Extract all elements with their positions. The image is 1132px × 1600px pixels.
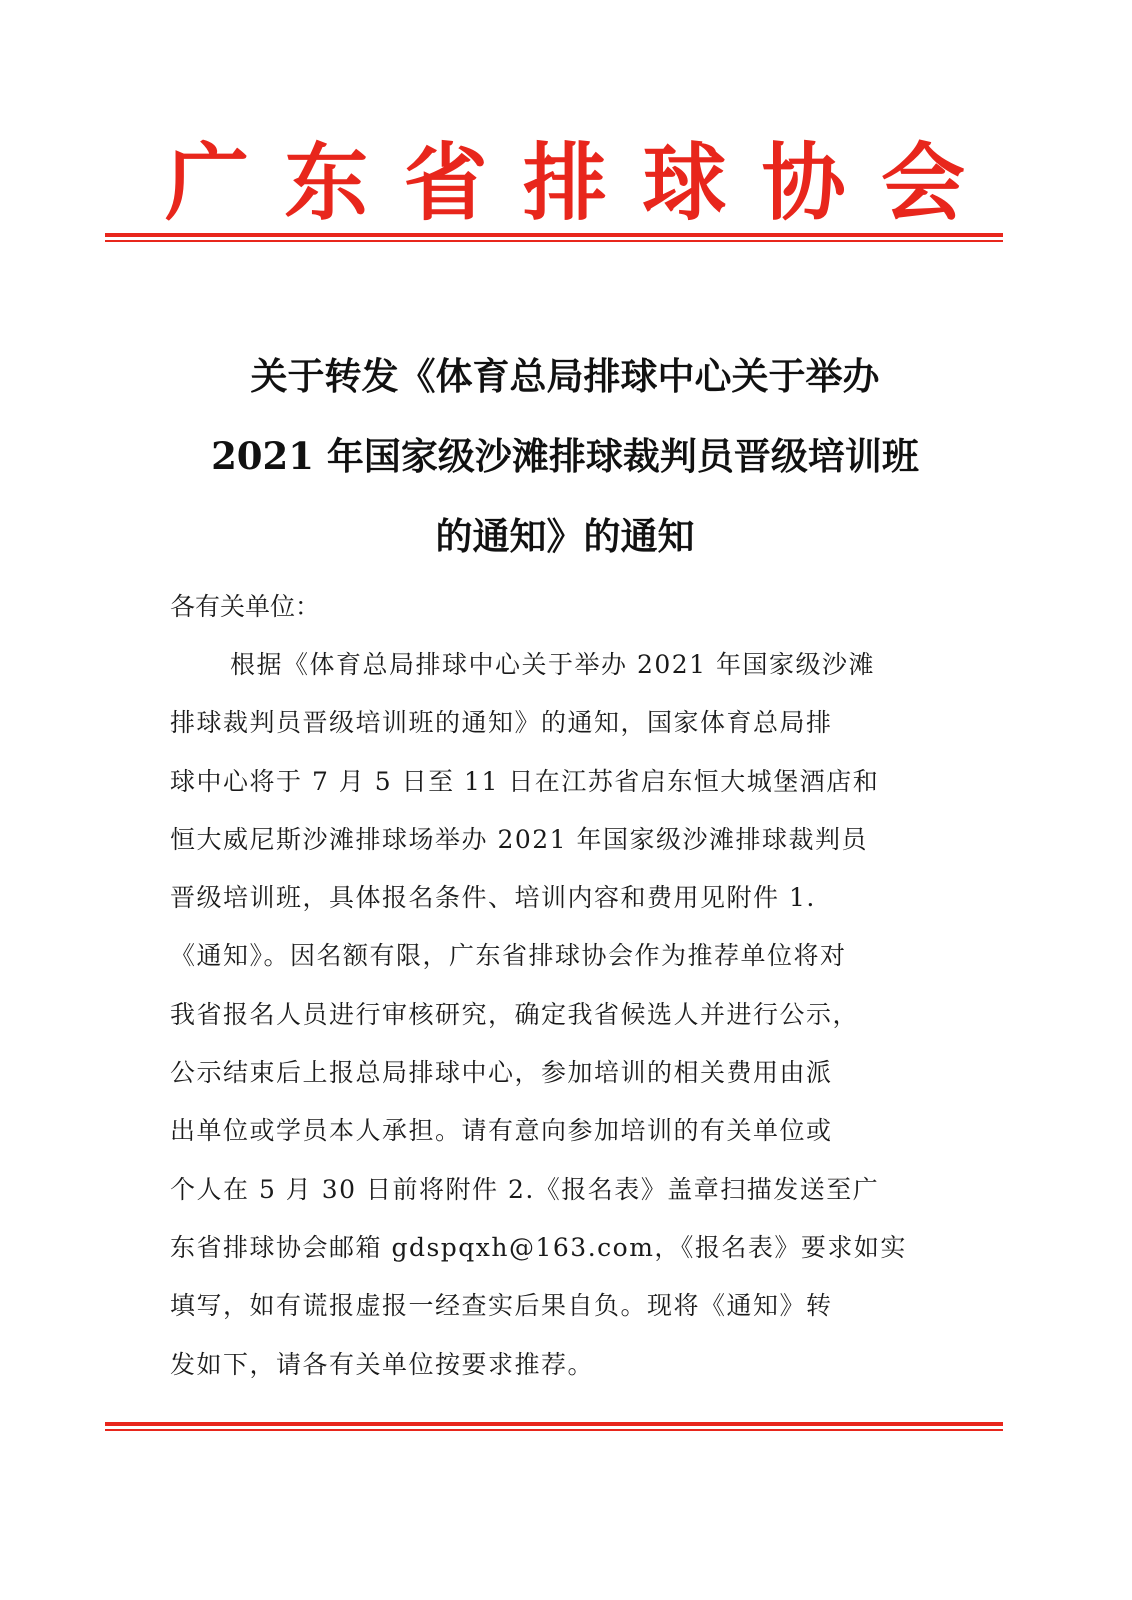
body-line: 我省报名人员进行审核研究，确定我省候选人并进行公示， xyxy=(170,999,860,1029)
header-divider xyxy=(105,233,1003,244)
header-divider-thick xyxy=(105,233,1003,237)
body-line: 球中心将于 7 月 5 日至 11 日在江苏省启东恒大城堡酒店和 xyxy=(170,766,880,796)
body-line: 个人在 5 月 30 日前将附件 2.《报名表》盖章扫描发送至广 xyxy=(170,1174,880,1204)
salutation: 各有关单位： xyxy=(170,592,321,621)
body-line: 《通知》。因名额有限，广东省排球协会作为推荐单位将对 xyxy=(170,941,847,971)
title-line: 关于转发《体育总局排球中心关于举办 xyxy=(250,354,880,398)
letterhead-char: 广 xyxy=(165,133,250,232)
body-line: 排球裁判员晋级培训班的通知》的通知，国家体育总局排 xyxy=(170,708,833,738)
body-paragraph xyxy=(170,636,970,1394)
header-divider-thin xyxy=(105,240,1003,242)
body-line: 出单位或学员本人承担。请有意向参加培训的有关单位或 xyxy=(170,1116,833,1146)
document-title xyxy=(130,336,1000,576)
organization-letterhead xyxy=(105,128,1005,238)
letterhead-char: 省 xyxy=(403,133,488,232)
letterhead-char: 球 xyxy=(642,133,727,232)
letterhead-char: 排 xyxy=(522,133,607,232)
title-line: 的通知》的通知 xyxy=(435,514,695,558)
body-line: 发如下，请各有关单位按要求推荐。 xyxy=(170,1349,595,1379)
letterhead-char: 会 xyxy=(880,133,965,232)
letterhead-char: 协 xyxy=(761,133,846,232)
footer-divider-thick xyxy=(105,1422,1003,1426)
body-line: 恒大威尼斯沙滩排球场举办 2021 年国家级沙滩排球裁判员 xyxy=(170,824,869,854)
letterhead-char: 东 xyxy=(284,133,369,232)
body-line: 填写，如有谎报虚报一经查实后果自负。现将《通知》转 xyxy=(170,1291,833,1321)
title-line: 2021 年国家级沙滩排球裁判员晋级培训班 xyxy=(211,434,919,478)
body-line: 公示结束后上报总局排球中心，参加培训的相关费用由派 xyxy=(170,1058,833,1088)
body-line: 东省排球协会邮箱 gdspqxh@163.com，《报名表》要求如实 xyxy=(170,1232,907,1262)
body-line: 根据《体育总局排球中心关于举办 2021 年国家级沙滩 xyxy=(230,650,876,679)
footer-divider xyxy=(105,1422,1003,1433)
body-line: 晋级培训班，具体报名条件、培训内容和费用见附件 1. xyxy=(170,883,816,913)
footer-divider-thin xyxy=(105,1429,1003,1431)
